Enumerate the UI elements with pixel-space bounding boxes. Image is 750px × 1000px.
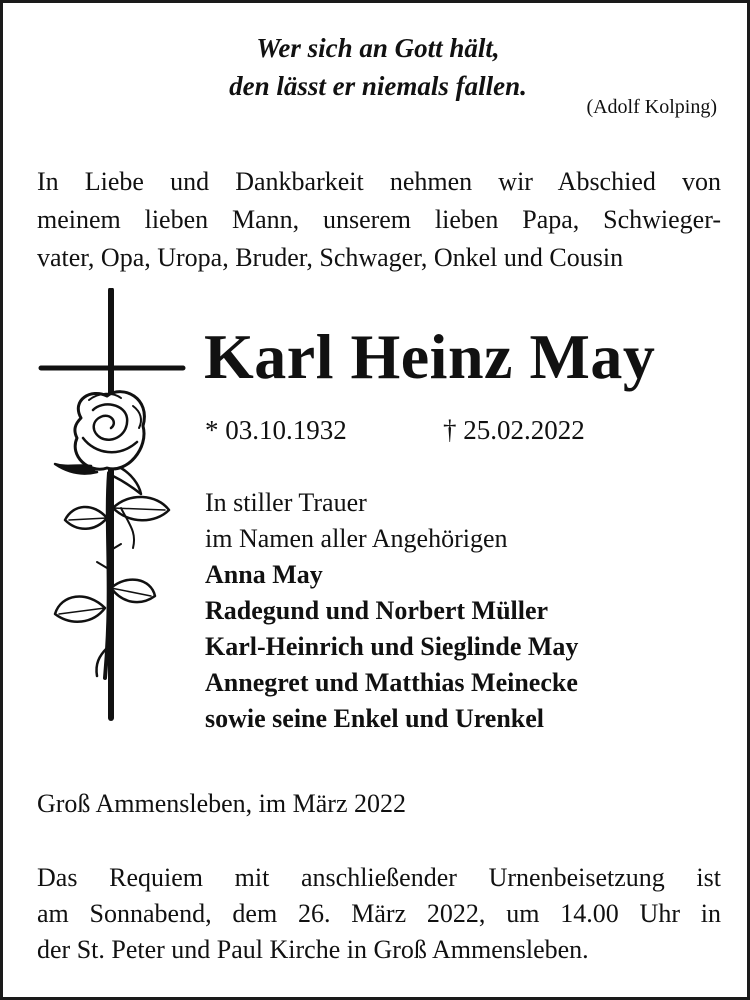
mourner-name: Annegret und Matthias Meinecke bbox=[205, 668, 578, 697]
requiem-text bbox=[37, 860, 721, 968]
birth-date: * 03.10.1932 bbox=[205, 415, 347, 445]
cross-rose-icon bbox=[33, 288, 188, 723]
motto-line-2: den lässt er niemals fallen. bbox=[229, 71, 527, 101]
deceased-name: Karl Heinz May bbox=[204, 321, 656, 392]
mourner-name: sowie seine Enkel und Urenkel bbox=[205, 704, 545, 733]
mourning-line: im Namen aller Angehörigen bbox=[205, 524, 508, 553]
mourners-block bbox=[205, 485, 578, 737]
mourning-line: In stiller Trauer bbox=[205, 488, 367, 517]
death-date: † 25.02.2022 bbox=[443, 415, 585, 445]
requiem-line: der St. Peter und Paul Kirche in Groß Ammensleben. bbox=[37, 935, 589, 964]
intro-line: meinem lieben Mann, unserem lieben Papa, Schwieger- bbox=[37, 205, 721, 234]
motto-line-1: Wer sich an Gott hält, bbox=[256, 33, 500, 63]
mourner-name: Anna May bbox=[205, 560, 323, 589]
motto-attribution: (Adolf Kolping) bbox=[586, 96, 717, 118]
mourner-name: Karl-Heinrich und Sieglinde May bbox=[205, 632, 579, 661]
intro-text bbox=[37, 163, 721, 277]
requiem-line: am Sonnabend, dem 26. März 2022, um 14.00 Uhr in bbox=[37, 899, 721, 928]
intro-line: vater, Opa, Uropa, Bruder, Schwager, Onkel und Cousin bbox=[37, 243, 624, 272]
mourner-name: Radegund und Norbert Müller bbox=[205, 596, 549, 625]
requiem-line: Das Requiem mit anschließender Urnenbeisetzung ist bbox=[37, 863, 721, 892]
place-date: Groß Ammensleben, im März 2022 bbox=[37, 789, 406, 818]
intro-line: In Liebe und Dankbarkeit nehmen wir Abschied von bbox=[37, 167, 721, 196]
